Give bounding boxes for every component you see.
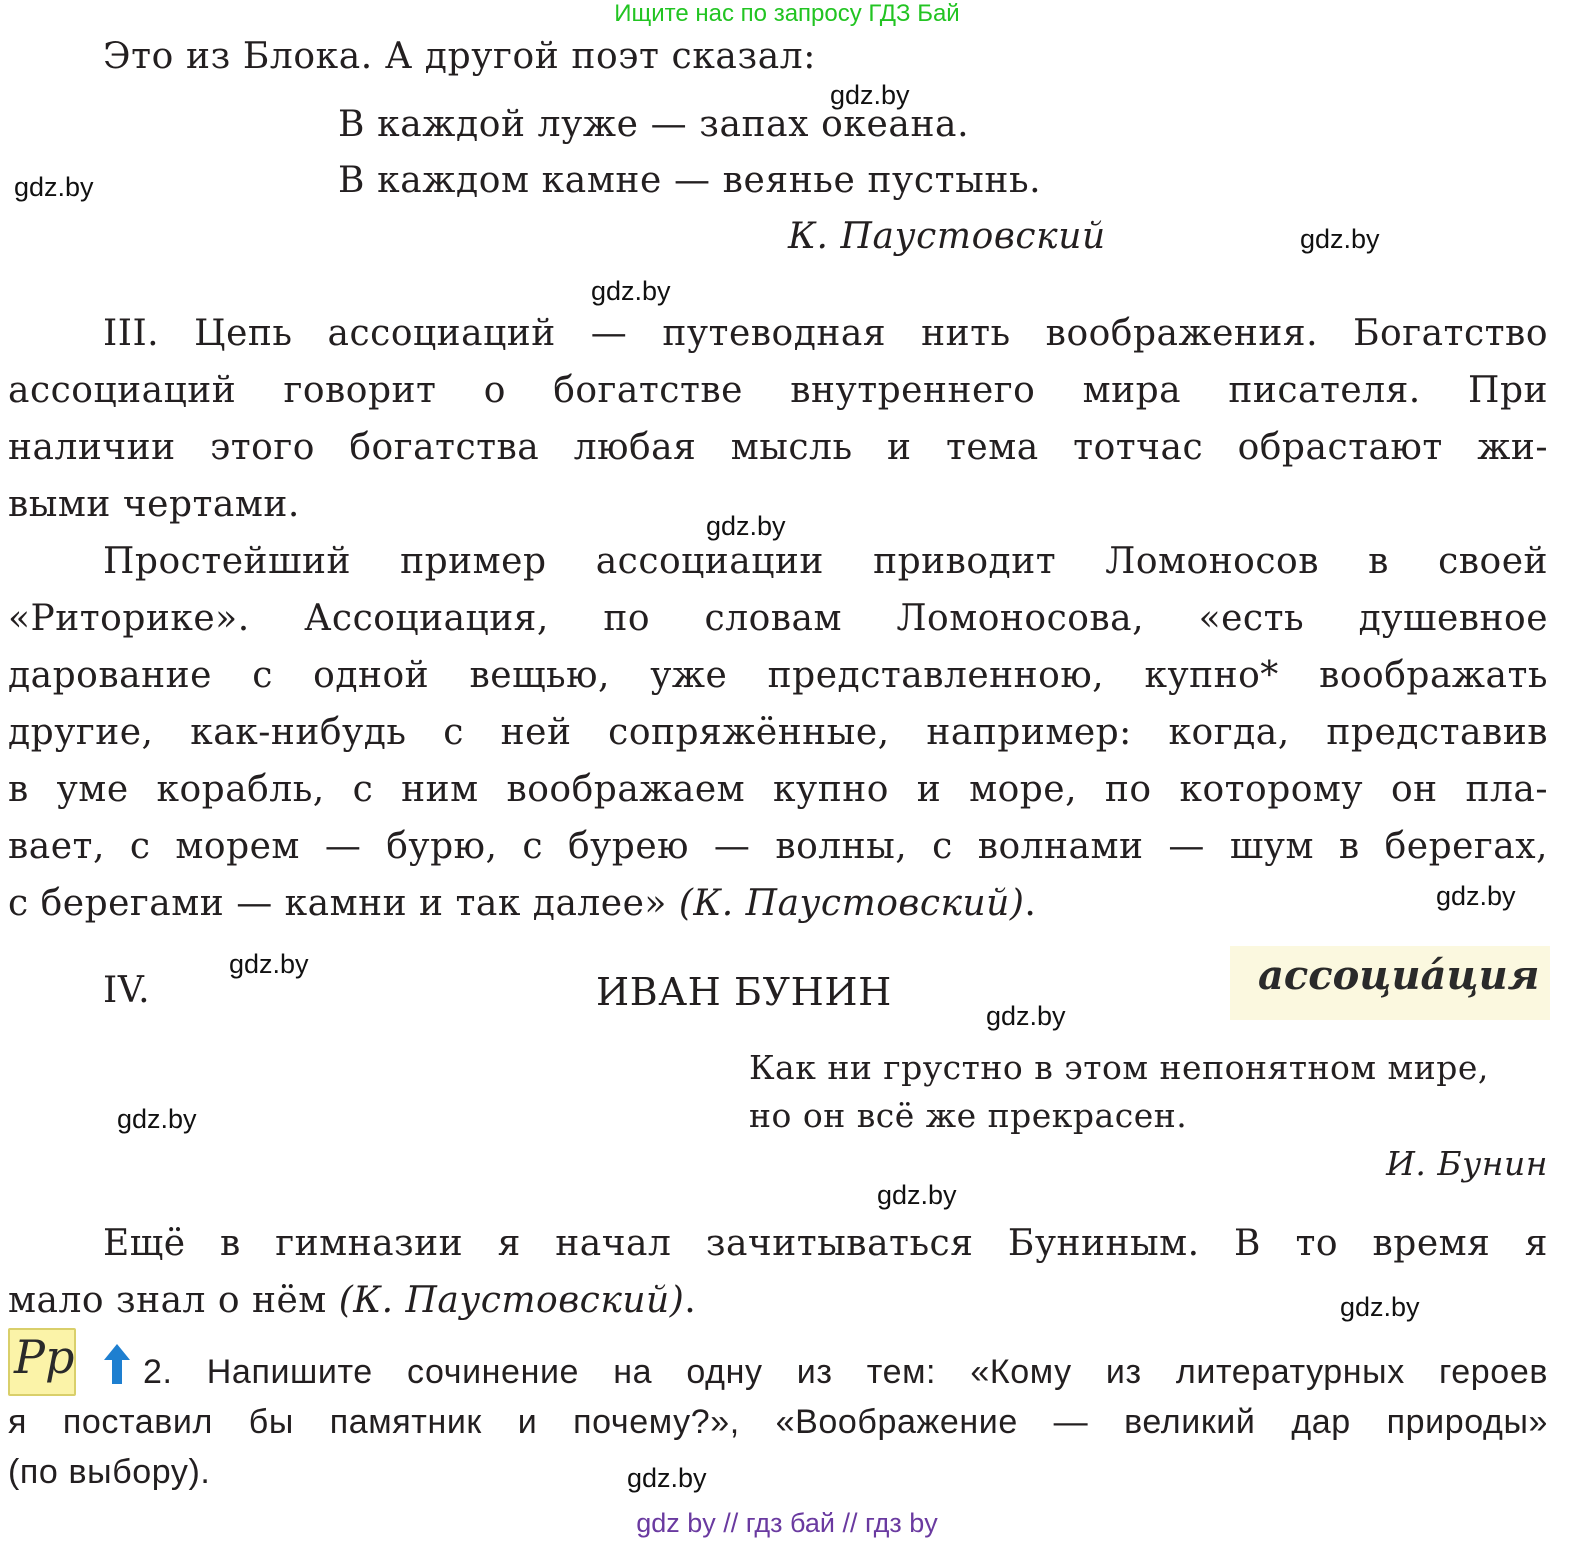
task-text (8, 1347, 1548, 1497)
footer-links: gdz by // гдз бай // гдз by (636, 1508, 938, 1538)
section-3-paragraph (8, 305, 1548, 533)
text-fragment: с берегами — камни и так далее» (8, 883, 679, 924)
top-banner: Ищите нас по запросу ГДЗ Бай (614, 0, 960, 27)
term-word: ассоциáция (1258, 952, 1540, 999)
lomonosov-paragraph (8, 533, 1548, 932)
section-4-title: ИВАН БУНИН (596, 970, 892, 1014)
task-line: я поставил бы памятник и почему?», «Воображение — великий дар природы» (8, 1403, 1548, 1441)
watermark: gdz.by (986, 1001, 1066, 1031)
watermark: gdz.by (14, 172, 94, 202)
text-line: «Риторике». Ассоциация, по словам Ломоносова, «есть душевное (8, 598, 1548, 639)
text-fragment: . (1024, 883, 1037, 924)
source-citation: (К. Паустовский) (338, 1280, 685, 1321)
text-line (8, 875, 1548, 932)
text-line: Простейший пример ассоциации приводит Ломоносов в своей (103, 541, 1548, 582)
watermark: gdz.by (877, 1180, 957, 1210)
epigraph-line-2: но он всё же прекрасен. (749, 1096, 1188, 1135)
watermark: gdz.by (1300, 224, 1380, 254)
text-line: наличии этого богатства любая мысль и тема тотчас обрастают жи- (8, 427, 1548, 468)
watermark: gdz.by (117, 1104, 197, 1134)
epigraph-line-1: Как ни грустно в этом непонятном мире, (749, 1048, 1489, 1087)
text-line: Ещё в гимназии я начал зачитываться Буниным. В то время я (103, 1223, 1548, 1264)
intro-line: Это из Блока. А другой поэт сказал: (103, 36, 816, 77)
text-line: ассоциаций говорит о богатстве внутреннего мира писателя. При (8, 370, 1548, 411)
task-line: 2. Напишите сочинение на одну из тем: «Кому из литературных героев (143, 1353, 1548, 1391)
text-line: выми чертами. (8, 484, 300, 525)
watermark: gdz.by (830, 80, 910, 110)
text-line: III. Цепь ассоциаций — путеводная нить воображения. Богатство (103, 313, 1548, 354)
writing-task-icon: Pp (8, 1328, 76, 1396)
task-line: (по выбору). (8, 1453, 211, 1491)
poem-author: К. Паустовский (788, 216, 1106, 257)
watermark: gdz.by (627, 1463, 707, 1493)
bunin-paragraph (8, 1215, 1548, 1329)
text-line: вает, с морем — бурю, с бурею — волны, с волнами — шум в берегах, (8, 826, 1548, 867)
source-citation: (К. Паустовский) (678, 883, 1025, 924)
poem-line-1: В каждой луже — запах океана. (338, 104, 970, 145)
text-line: дарование с одной вещью, уже представленною, купно* воображать (8, 655, 1548, 696)
text-fragment: мало знал о нём (8, 1280, 339, 1321)
text-line: в уме корабль, с ним воображаем купно и море, по которому он пла- (8, 769, 1548, 810)
watermark: gdz.by (1340, 1292, 1420, 1322)
poem-line-2: В каждом камне — веянье пустынь. (338, 160, 1042, 201)
watermark: gdz.by (591, 276, 671, 306)
section-4-number: IV. (103, 970, 151, 1011)
text-line (8, 1272, 1548, 1329)
text-fragment: . (684, 1280, 697, 1321)
watermark: gdz.by (229, 949, 309, 979)
watermark: gdz.by (1436, 881, 1516, 911)
watermark: gdz.by (706, 511, 786, 541)
epigraph-author: И. Бунин (1386, 1144, 1548, 1183)
text-line: другие, как-нибудь с ней сопряжённые, например: когда, представив (8, 712, 1548, 753)
